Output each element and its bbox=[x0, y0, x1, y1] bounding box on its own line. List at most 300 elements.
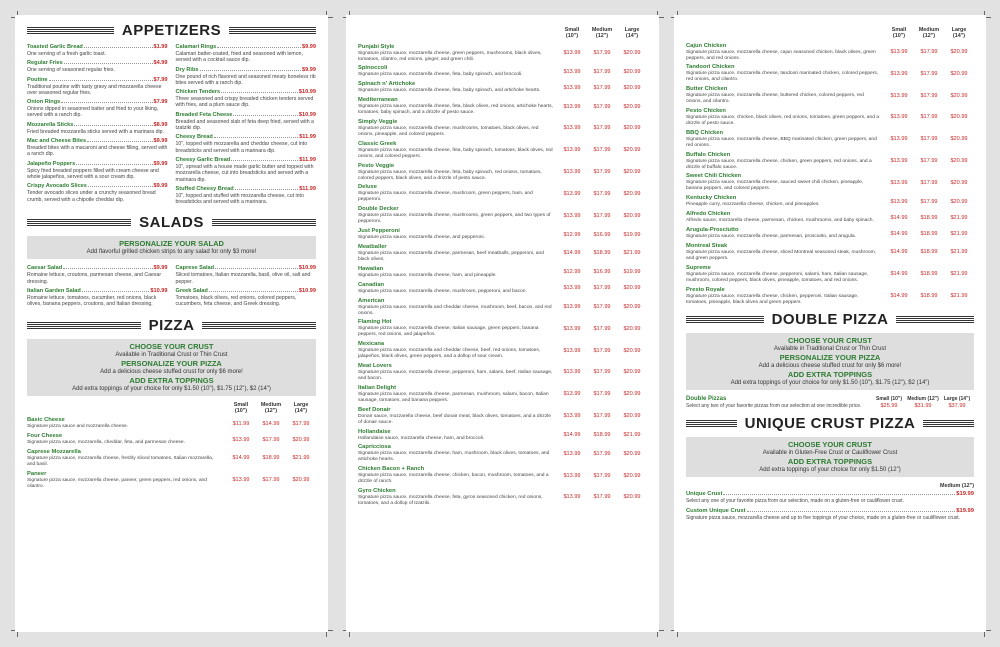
price-medium: $17.99 bbox=[593, 50, 611, 56]
item-title-row bbox=[27, 77, 168, 84]
menu-item bbox=[27, 122, 168, 135]
pizza-description: Signature pizza sauce, mozzarella cheese, freshly sliced tomatoes, Italian mozzarella, and basil. bbox=[27, 456, 214, 467]
price-medium: $18.99 bbox=[593, 250, 611, 257]
item-description: Select any two of your favorite pizzas from our selection at one incredible price. bbox=[686, 403, 862, 410]
item-price: $10.99 bbox=[298, 111, 316, 118]
item-title-row bbox=[27, 44, 168, 51]
pizza-info bbox=[27, 417, 226, 430]
pizza-info bbox=[358, 228, 557, 241]
price-large: $20.99 bbox=[623, 68, 641, 75]
menu-item bbox=[176, 112, 317, 132]
dot-leader bbox=[88, 186, 153, 187]
pizza-name: Beef Donair bbox=[358, 406, 391, 413]
pizza-options-box bbox=[27, 339, 316, 396]
item-price: $10.99 bbox=[298, 265, 316, 272]
pizza-info bbox=[358, 163, 557, 182]
pizza-row bbox=[358, 44, 647, 63]
price-large: $37.99 bbox=[948, 403, 966, 410]
option-text: Add extra toppings of your choice for only $1.50 (12") bbox=[759, 467, 901, 474]
pizza-name: Kentucky Chicken bbox=[686, 195, 737, 202]
pizza-info bbox=[358, 298, 557, 317]
price-medium: $17.99 bbox=[920, 49, 938, 55]
price-large: $21.99 bbox=[623, 250, 641, 257]
pizza-name: Just Pepperoni bbox=[358, 228, 400, 235]
menu-item bbox=[27, 138, 168, 158]
pizza-row bbox=[27, 433, 316, 446]
pizza-name: Pesto Chicken bbox=[686, 108, 726, 115]
pizza-info bbox=[27, 471, 226, 490]
price-large: $20.99 bbox=[623, 50, 641, 56]
price-medium: $18.99 bbox=[920, 249, 938, 256]
pizza-row bbox=[686, 173, 974, 192]
pizza-info bbox=[686, 265, 884, 284]
pizza-row bbox=[686, 195, 974, 208]
price-small: $13.99 bbox=[563, 472, 581, 479]
item-title-row bbox=[27, 138, 168, 145]
item-name: Double Pizzas bbox=[686, 396, 727, 403]
price-large: $20.99 bbox=[623, 413, 641, 420]
item-name: Onion Rings bbox=[27, 99, 61, 106]
pizza-name: Meat Lovers bbox=[358, 363, 392, 370]
dot-leader bbox=[76, 164, 152, 165]
price-small: $13.99 bbox=[563, 285, 581, 292]
double-pizza-options-box bbox=[686, 333, 974, 390]
option-text: Add extra toppings of your choice for only $1.50 (10"), $1.75 (12"), $2 (14") bbox=[72, 385, 271, 392]
menu-item bbox=[176, 186, 317, 206]
pizza-description: Signature pizza sauce, mozzarella cheese, and pepperoni. bbox=[358, 235, 485, 241]
pizza-info bbox=[686, 130, 884, 149]
price-small: $13.99 bbox=[563, 169, 581, 176]
price-medium: $18.99 bbox=[920, 230, 938, 237]
option-text: Available in Traditional Crust or Thin Crust bbox=[773, 346, 887, 353]
pizza-row bbox=[358, 228, 647, 241]
pizza-name: Basic Cheese bbox=[27, 417, 65, 424]
item-name: Cheesy Bread bbox=[175, 134, 213, 141]
pizza-row bbox=[358, 444, 647, 463]
pizza-description: Signature pizza sauce, mozzarella cheese, paneer, green peppers, red onions, and cilantro. bbox=[27, 477, 207, 489]
item-price: $9.99 bbox=[302, 66, 316, 73]
option-heading: ADD EXTRA TOPPINGS bbox=[129, 375, 214, 385]
item-description: Onions dipped in seasoned batter and fried to your liking, served with a ranch dip. bbox=[27, 106, 159, 119]
item-description: Select any one of your favorite pizza from our selection, made on a gluten-free or cauliflower crust. bbox=[686, 498, 904, 505]
menu-item bbox=[27, 99, 168, 119]
pizza-description: Alfredo sauce, mozzarella cheese, parmesan, chicken, mushrooms, and baby spinach. bbox=[686, 218, 874, 224]
pizza-info bbox=[686, 43, 884, 62]
menu-item bbox=[176, 265, 317, 285]
pizza-list-chicken bbox=[686, 43, 974, 306]
pizza-row bbox=[358, 407, 647, 426]
price-small: $14.99 bbox=[563, 250, 581, 257]
pizza-description: Signature pizza sauce, mozzarella cheese, feta, black olives, red onions, artichoke hearts, tomatoes, baby spinach, and a drizzle of pesto sauce. bbox=[358, 104, 553, 116]
price-small: $13.99 bbox=[232, 477, 250, 484]
pizza-description: Signature pizza sauce, mozzarella cheese, green peppers, mushrooms, black olives, tomatoes, cilantro, red onions, ginger, and green chili. bbox=[358, 50, 542, 62]
price-medium: $17.99 bbox=[920, 158, 938, 165]
pizza-info bbox=[358, 141, 557, 160]
item-price: $8.99 bbox=[153, 121, 168, 128]
item-title-row bbox=[27, 99, 168, 106]
item-price: $19.99 bbox=[956, 491, 974, 498]
price-small: $13.99 bbox=[563, 413, 581, 420]
item-description: Calamari batter-coated, fried and seasoned with lemon, served with a cocktail sauce dip. bbox=[175, 51, 303, 64]
pizza-row bbox=[358, 363, 647, 382]
pizza-info bbox=[358, 282, 557, 295]
menu-item bbox=[176, 157, 317, 183]
price-small: $14.99 bbox=[232, 455, 250, 462]
pizza-description: Signature pizza sauce, mozzarella cheese, cajun seasoned chicken, black olives, green peppers, and red onions. bbox=[686, 49, 876, 61]
pizza-row bbox=[358, 319, 647, 338]
option-text: Add a delicious cheese stuffed crust for only $6 more! bbox=[758, 363, 902, 370]
pizza-info bbox=[358, 119, 557, 138]
pizza-description: Signature pizza sauce, mozzarella cheese, feta, baby spinach, and broccoli. bbox=[358, 72, 523, 78]
pizza-name: Canadian bbox=[358, 281, 385, 288]
pizza-row bbox=[686, 64, 974, 83]
pizza-name: Simply Veggie bbox=[358, 119, 398, 126]
pizza-row bbox=[358, 184, 647, 203]
pizza-row bbox=[358, 244, 647, 263]
price-large: $20.99 bbox=[623, 325, 641, 332]
price-medium: $18.99 bbox=[262, 455, 280, 462]
price-medium: $17.99 bbox=[593, 325, 611, 332]
item-name: Poutine bbox=[27, 76, 48, 83]
item-name: Mozzarella Sticks bbox=[27, 121, 74, 128]
price-small: $11.99 bbox=[232, 420, 250, 427]
pizza-info bbox=[686, 211, 884, 224]
pizza-name: Tandoori Chicken bbox=[686, 64, 735, 71]
option-text: Add a delicious cheese stuffed crust for only $6 more! bbox=[100, 368, 243, 375]
pizza-description: Signature pizza sauce, mozzarella cheese, chicken, green peppers, red onions, and a drizzle of buffalo sauce. bbox=[686, 158, 872, 170]
price-small: $13.99 bbox=[890, 158, 908, 165]
pizza-row bbox=[27, 449, 316, 468]
pizza-name: Mediterranean bbox=[358, 97, 398, 104]
menu-item bbox=[176, 67, 317, 87]
item-description: Three seasoned and crispy breaded chicken tenders served with fries, and a plum sauce dip. bbox=[175, 96, 314, 109]
pizza-description: Hollandaise sauce, mozzarella cheese, ham, and broccoli. bbox=[358, 435, 485, 441]
price-large: $20.99 bbox=[623, 147, 641, 154]
pizza-description: Signature pizza sauce, mozzarella cheese, tandoori marinated chicken, colored peppers, red onions, and cilantro. bbox=[686, 71, 879, 83]
option-heading: CHOOSE YOUR CRUST bbox=[787, 440, 873, 450]
size-header: Medium (12") bbox=[939, 483, 974, 490]
appetizers-column-right bbox=[176, 44, 317, 208]
item-title-row bbox=[176, 265, 317, 272]
option-heading: PERSONALIZE YOUR PIZZA bbox=[779, 353, 881, 363]
dot-leader bbox=[214, 137, 298, 138]
pizza-info bbox=[686, 287, 884, 306]
pizza-row bbox=[358, 266, 647, 279]
pizza-row bbox=[686, 265, 974, 284]
pizza-name: Hollandaise bbox=[358, 428, 391, 435]
price-medium: $17.99 bbox=[593, 103, 611, 110]
pizza-description: Signature pizza sauce, mozzarella cheese, sliced Montreal seasoned steak, mushroom, and green peppers. bbox=[686, 250, 877, 261]
item-description: Spicy fried breaded poppers filled with cream cheese and whole jalapeños, served with a sour cream dip. bbox=[27, 167, 159, 180]
pizza-description: Signature pizza sauce, mozzarella cheese, ham, and pineapple. bbox=[358, 272, 497, 278]
price-large: $21.99 bbox=[950, 293, 968, 300]
item-title-row bbox=[176, 157, 317, 164]
pizza-description: Signature pizza sauce, chicken, black olives, red onions, tomatoes, green peppers, and a drizzle of pesto sauce. bbox=[686, 115, 880, 126]
dot-leader bbox=[87, 141, 152, 142]
pizza-description: Signature pizza sauce, mozzarella cheese, feta, baby spinach, red onions, tomatoes, colored peppers, black olives, and a drizzle of pesto sauce. bbox=[358, 169, 542, 181]
pizza-name: Caprese Mozzarella bbox=[27, 449, 81, 456]
section-heading-salads: SALADS bbox=[27, 214, 316, 231]
item-name: Stuffed Cheesy Bread bbox=[175, 185, 234, 192]
item-name: Chicken Tenders bbox=[175, 89, 221, 96]
pizza-description: Signature pizza sauce and mozzarella cheese. bbox=[27, 424, 129, 430]
pizza-name: Punjabi Style bbox=[358, 43, 395, 50]
item-title-row bbox=[176, 89, 317, 96]
price-medium: $31.99 bbox=[914, 403, 932, 410]
item-title-row bbox=[27, 265, 168, 272]
price-medium: $17.99 bbox=[593, 169, 611, 176]
price-large: $20.99 bbox=[950, 179, 968, 186]
pizza-name: Classic Greek bbox=[358, 140, 397, 147]
option-heading: ADD EXTRA TOPPINGS bbox=[787, 457, 873, 467]
pizza-list-specialty bbox=[358, 44, 647, 507]
price-large: $20.99 bbox=[950, 49, 968, 55]
menu-item bbox=[27, 183, 168, 203]
salads-list bbox=[27, 265, 316, 310]
item-description: Romaine lettuce, croutons, parmesan cheese, and Caesar dressing. bbox=[27, 272, 162, 285]
pizza-description: Signature pizza sauce, mozzarella cheese, pepperoni, ham, salami, beef, Italian sausage, and bacon. bbox=[358, 370, 553, 381]
price-small: $13.99 bbox=[563, 325, 581, 332]
menu-item bbox=[27, 44, 168, 57]
item-price: $10.99 bbox=[298, 89, 316, 96]
price-large: $19.99 bbox=[623, 269, 641, 276]
price-medium: $17.99 bbox=[920, 70, 938, 77]
price-medium: $17.99 bbox=[593, 125, 611, 132]
price-small: $13.99 bbox=[563, 125, 581, 132]
pizza-name: Presto Royale bbox=[686, 286, 725, 293]
item-name: Breaded Feta Cheese bbox=[175, 111, 233, 118]
dot-leader bbox=[723, 494, 955, 495]
price-medium: $18.99 bbox=[920, 293, 938, 300]
dot-leader bbox=[231, 160, 298, 161]
price-small: $13.99 bbox=[563, 347, 581, 354]
pizza-row bbox=[358, 141, 647, 160]
item-name: Mac and Cheese Bites bbox=[27, 138, 87, 145]
price-large: $20.99 bbox=[292, 477, 310, 484]
pizza-row bbox=[358, 81, 647, 94]
menu-item bbox=[176, 288, 317, 308]
pizza-row bbox=[686, 287, 974, 306]
price-large: $20.99 bbox=[623, 103, 641, 110]
item-title-row bbox=[176, 134, 317, 141]
pizza-description: Signature pizza sauce, mozzarella cheese, feta, gyros seasoned chicken, red onions, tomatoes, and a dollop of tzatziki. bbox=[358, 495, 543, 506]
menu-panel-right bbox=[674, 15, 986, 632]
item-price: $10.99 bbox=[298, 288, 316, 295]
item-name: Calamari Rings bbox=[175, 44, 217, 50]
price-medium: $17.99 bbox=[593, 347, 611, 354]
item-description: Traditional poutine with tasty gravy and mozzarella cheese over seasoned regular fries. bbox=[27, 83, 162, 96]
pizza-info bbox=[358, 97, 557, 116]
price-large: $20.99 bbox=[623, 190, 641, 197]
price-medium: $17.99 bbox=[593, 68, 611, 75]
item-title-row bbox=[27, 122, 168, 129]
price-small: $13.99 bbox=[563, 50, 581, 56]
price-medium: $18.99 bbox=[920, 214, 938, 221]
item-price: $9.99 bbox=[153, 265, 168, 272]
menu-item bbox=[176, 44, 317, 64]
price-medium: $17.99 bbox=[920, 179, 938, 186]
item-title-row bbox=[686, 491, 974, 498]
pizza-row bbox=[358, 65, 647, 78]
price-large: $20.99 bbox=[623, 169, 641, 176]
size-header: Small (10") Medium (12") Large (14") bbox=[564, 27, 640, 40]
item-title-row bbox=[176, 112, 317, 119]
price-large: $20.99 bbox=[623, 450, 641, 457]
pizza-row bbox=[358, 466, 647, 485]
item-price: $1.99 bbox=[153, 44, 168, 50]
price-small: $14.99 bbox=[890, 230, 908, 237]
item-description: 10", spread with a house made garlic butter and topped with mozzarella cheese, cut into breadsticks and served with a marinara dip. bbox=[175, 163, 314, 183]
pizza-row bbox=[358, 282, 647, 295]
pizza-row bbox=[358, 97, 647, 116]
pizza-name: Gyro Chicken bbox=[358, 488, 396, 495]
pizza-list-basic bbox=[27, 417, 316, 489]
pizza-info bbox=[358, 184, 557, 203]
item-title-row bbox=[176, 186, 317, 193]
price-small: $13.99 bbox=[563, 68, 581, 75]
price-small: $13.99 bbox=[563, 190, 581, 197]
price-small: $13.99 bbox=[890, 198, 908, 205]
menu-item bbox=[176, 89, 317, 109]
pizza-name: Paneer bbox=[27, 470, 47, 477]
price-large: $20.99 bbox=[623, 304, 641, 311]
price-small: $13.99 bbox=[890, 92, 908, 99]
price-large: $20.99 bbox=[950, 198, 968, 205]
price-large: $20.99 bbox=[950, 136, 968, 143]
pizza-row bbox=[686, 86, 974, 105]
pizza-description: Signature pizza sauce, mozzarella cheese, mushrooms, green peppers, and two types of pepperoni. bbox=[358, 213, 551, 225]
item-description: Breaded bites with a macaroni and cheese filling, served with a ranch dip. bbox=[27, 145, 168, 158]
menu-item bbox=[686, 491, 974, 504]
pizza-description: Signature pizza sauce, mozzarella cheese, mushrooms, tomatoes, black olives, red onions, pineapple, and colored peppers. bbox=[358, 126, 539, 137]
item-description: Fried breaded mozzarella sticks served with a marinara dip. bbox=[27, 128, 164, 135]
price-small: $14.99 bbox=[890, 293, 908, 300]
salad-promo-box bbox=[27, 236, 316, 259]
price-small: $13.99 bbox=[563, 103, 581, 110]
menu-item bbox=[27, 161, 168, 181]
size-header: Small (10") Medium (12") Large (14") bbox=[233, 401, 309, 414]
pizza-name: Mexicana bbox=[358, 341, 385, 348]
price-medium: $17.99 bbox=[920, 92, 938, 99]
price-medium: $14.99 bbox=[262, 420, 280, 427]
item-name: Unique Crust bbox=[686, 491, 723, 498]
pizza-info bbox=[358, 244, 557, 263]
price-large: $20.99 bbox=[623, 125, 641, 132]
pizza-name: American bbox=[358, 297, 385, 304]
appetizers-column-left bbox=[27, 44, 168, 208]
pizza-row bbox=[686, 243, 974, 262]
item-price: $7.99 bbox=[153, 99, 168, 106]
price-medium: $17.99 bbox=[920, 136, 938, 143]
option-heading: CHOOSE YOUR CRUST bbox=[787, 336, 873, 346]
price-small: $14.99 bbox=[890, 271, 908, 278]
price-large: $20.99 bbox=[623, 391, 641, 398]
pizza-name: Chicken Bacon + Ranch bbox=[358, 466, 425, 473]
price-medium: $17.99 bbox=[593, 450, 611, 457]
pizza-info bbox=[686, 195, 884, 208]
pizza-description: Signature pizza sauce, mozzarella cheese, Italian sausage, green peppers, banana peppers, red onions, and jalapeños. bbox=[358, 326, 539, 338]
item-price: $19.99 bbox=[956, 508, 974, 515]
item-price: $7.99 bbox=[153, 76, 168, 83]
item-title-row bbox=[176, 44, 317, 51]
pizza-info bbox=[358, 319, 557, 338]
option-heading: CHOOSE YOUR CRUST bbox=[129, 341, 214, 351]
dot-leader bbox=[215, 268, 298, 269]
price-medium: $17.99 bbox=[593, 212, 611, 219]
salad-promo-text: Add flavorful grilled chicken strips to any salad for only $3 more! bbox=[86, 249, 257, 256]
option-text: Add extra toppings of your choice for only $1.50 (10"), $1.75 (12"), $2 (14") bbox=[730, 380, 930, 387]
pizza-description: Signature pizza sauce, mozzarella cheese, buttered chicken, colored peppers, red onions, and cilantro. bbox=[686, 93, 864, 105]
pizza-name: Arugula-Prosciutto bbox=[686, 227, 739, 234]
item-name: Caesar Salad bbox=[27, 265, 63, 272]
pizza-description: Signature pizza sauce, mozzarella cheese, mushroom, green peppers, ham, and pepperoni. bbox=[358, 191, 533, 203]
pizza-description: Signature pizza sauce, mozzarella, cheddar, feta, and parmesan cheese. bbox=[27, 440, 185, 446]
pizza-description: Signature pizza sauce, mozzarella cheese, ham, mushroom, black olives, tomatoes, and artichoke hearts. bbox=[358, 451, 550, 463]
pizza-name: Cajun Chicken bbox=[686, 42, 727, 49]
price-medium: $16.99 bbox=[593, 269, 611, 276]
item-price: $4.99 bbox=[153, 60, 168, 67]
price-medium: $17.99 bbox=[593, 413, 611, 420]
dot-leader bbox=[200, 70, 301, 71]
salads-column-left bbox=[27, 265, 168, 310]
price-medium: $17.99 bbox=[593, 190, 611, 197]
item-price: $9.99 bbox=[153, 138, 168, 145]
pizza-description: Signature pizza sauce, mozzarella cheese, sauced sweet chili chicken, pineapple, banana peppers, and colored peppers. bbox=[686, 180, 864, 192]
price-large: $20.99 bbox=[623, 472, 641, 479]
pizza-info bbox=[686, 152, 884, 171]
item-description: Sliced tomatoes, Italian mozzarella, basil, olive oil, salt and pepper. bbox=[175, 272, 311, 285]
pizza-name: Capricciosa bbox=[358, 444, 391, 451]
item-name: Regular Fries bbox=[27, 60, 63, 67]
item-description: One pound of rich flavored and seasoned meaty boneless rib bites served with a ranch dip. bbox=[175, 73, 316, 86]
price-small: $13.99 bbox=[563, 391, 581, 398]
item-description: Tender avocado slices under a crunchy seasoned bread crumb, served with a chipotle cheddar dip. bbox=[27, 190, 156, 203]
pizza-row bbox=[686, 152, 974, 171]
pizza-row bbox=[358, 163, 647, 182]
price-large: $20.99 bbox=[950, 70, 968, 77]
item-title-row bbox=[176, 288, 317, 295]
menu-item bbox=[27, 77, 168, 97]
price-small: $12.99 bbox=[563, 269, 581, 276]
pizza-info bbox=[358, 488, 557, 507]
price-large: $17.99 bbox=[292, 420, 310, 427]
price-small: $14.99 bbox=[563, 431, 581, 438]
price-small: $13.99 bbox=[890, 114, 908, 121]
size-header: Small (10") Medium (12") Large (14") bbox=[891, 27, 967, 40]
item-price: $10.99 bbox=[150, 288, 168, 295]
dot-leader bbox=[747, 511, 956, 512]
menu-panel-left bbox=[15, 15, 328, 632]
price-large: $21.99 bbox=[950, 214, 968, 221]
pizza-name: Italian Delight bbox=[358, 384, 397, 391]
price-small: $13.99 bbox=[563, 369, 581, 376]
price-medium: $17.99 bbox=[593, 494, 611, 501]
pizza-info bbox=[686, 243, 884, 262]
item-description: One serving of seasoned regular fries. bbox=[27, 67, 115, 74]
section-heading-pizza: PIZZA bbox=[27, 317, 316, 334]
pizza-description: Signature pizza sauce, mozzarella cheese, chicken, bacon, mushroom, tomatoes, and a drizzle of ranch. bbox=[358, 473, 549, 485]
price-small: $12.99 bbox=[563, 231, 581, 238]
price-small: $14.99 bbox=[890, 214, 908, 221]
pizza-description: Signature pizza sauce, mozzarella cheese, BBQ marinated chicken, green peppers, and red onions. bbox=[686, 136, 877, 148]
price-large: $21.99 bbox=[950, 249, 968, 256]
appetizers-list bbox=[27, 44, 316, 208]
pizza-info bbox=[686, 86, 884, 105]
unique-crust-options-box bbox=[686, 437, 974, 477]
menu-item bbox=[27, 265, 168, 285]
pizza-info bbox=[358, 341, 557, 360]
price-small: $13.99 bbox=[890, 136, 908, 143]
